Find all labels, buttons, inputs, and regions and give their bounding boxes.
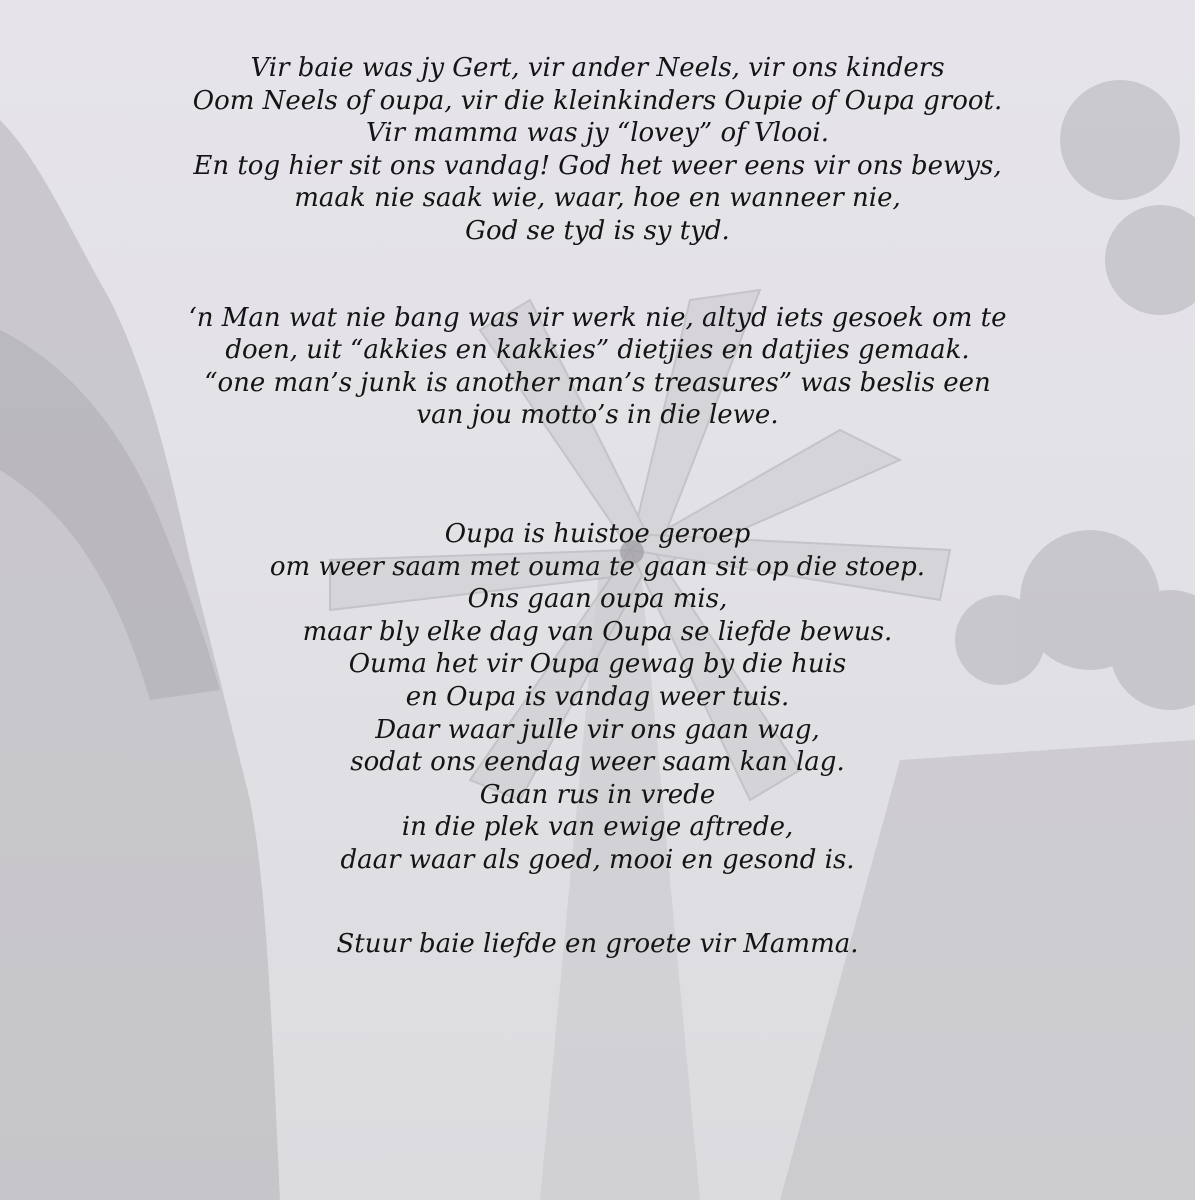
poem-line: maar bly elke dag van Oupa se liefde bewus.	[302, 616, 893, 647]
poem-stanza-2	[0, 302, 1195, 432]
poem-line: Gaan rus in vrede	[479, 779, 716, 810]
poem-line: ‘n Man wat nie bang was vir werk nie, altyd iets gesoek om te	[188, 302, 1007, 333]
poem-line: Ouma het vir Oupa gewag by die huis	[348, 649, 847, 680]
poem-line: maak nie saak wie, waar, hoe en wanneer nie,	[294, 183, 901, 214]
poem-line: Oom Neels of oupa, vir die kleinkinders Oupie of Oupa groot.	[192, 85, 1003, 116]
poem-line: sodat ons eendag weer saam kan lag.	[350, 747, 845, 778]
poem-text	[0, 52, 1195, 961]
poem-line: Vir baie was jy Gert, vir ander Neels, vir ons kinders	[250, 53, 945, 83]
poem-line: Daar waar julle vir ons gaan wag,	[375, 714, 820, 745]
poem-line: God se tyd is sy tyd.	[465, 215, 730, 246]
poem-line: En tog hier sit ons vandag! God het weer eens vir ons bewys,	[193, 150, 1002, 181]
poem-line: “one man’s junk is another man’s treasures” was beslis een	[204, 367, 991, 398]
poem-stanza-1	[0, 52, 1195, 248]
closing-line: Stuur baie liefde en groete vir Mamma.	[336, 929, 859, 960]
poem-line: om weer saam met ouma te gaan sit op die stoep.	[269, 551, 926, 582]
poem-line: Vir mamma was jy “lovey” of Vlooi.	[365, 118, 830, 149]
poem-line: en Oupa is vandag weer tuis.	[405, 681, 790, 712]
poem-line: Oupa is huistoe geroep	[444, 518, 751, 549]
poem-line: van jou motto’s in die lewe.	[416, 400, 779, 431]
poem-line: Ons gaan oupa mis,	[467, 584, 728, 615]
poem-line: doen, uit “akkies en kakkies” dietjies en datjies gemaak.	[225, 335, 970, 366]
poem-stanza-3	[0, 518, 1195, 877]
poem-line: daar waar als goed, mooi en gesond is.	[340, 844, 855, 875]
poem-closing	[0, 928, 1195, 961]
poem-line: in die plek van ewige aftrede,	[401, 812, 794, 843]
